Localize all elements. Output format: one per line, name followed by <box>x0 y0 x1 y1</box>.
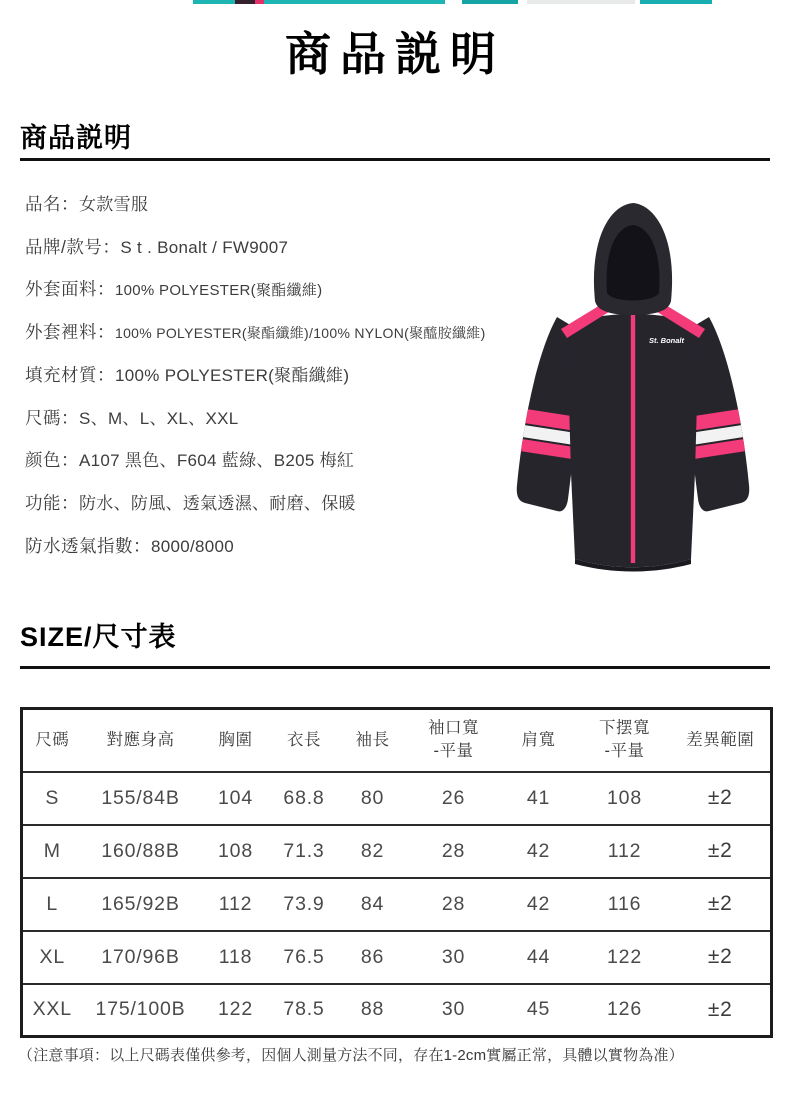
divider-line <box>20 666 770 669</box>
size-table-cell: 88 <box>337 984 409 1037</box>
size-table-cell: 108 <box>200 825 272 878</box>
size-table-cell: 108 <box>607 786 642 809</box>
jacket-image <box>483 193 783 591</box>
size-table-cell: 45 <box>499 984 579 1037</box>
size-table-cell: ±2 <box>671 825 772 878</box>
product-detail-row <box>25 312 486 355</box>
detail-label: 功能： <box>25 492 79 513</box>
size-table-cell: S <box>45 786 60 809</box>
size-note: （注意事項：以上尺碼表僅供參考，因個人測量方法不同，存在1-2cm實屬正常，具體以實物為准） <box>18 1047 684 1064</box>
size-table-cell: 82 <box>337 825 409 878</box>
detail-label: 防水透氣指數： <box>25 535 151 556</box>
size-table-cell: 30 <box>409 931 499 984</box>
size-table-column-header: 肩寬 <box>499 709 579 772</box>
detail-value: 100% POLYESTER(聚酯纖維) <box>115 365 350 385</box>
size-table-cell: ±2 <box>671 878 772 931</box>
product-details-list <box>25 184 486 568</box>
product-detail-row <box>25 398 486 441</box>
product-detail-row <box>25 227 486 270</box>
detail-value: A107 黑色、F604 藍綠、B205 梅紅 <box>79 451 355 471</box>
size-table-cell: 122 <box>200 984 272 1037</box>
size-table-row <box>22 984 772 1037</box>
detail-label: 品牌/款号： <box>25 236 121 257</box>
size-table-cell: ±2 <box>707 786 733 809</box>
divider-line <box>20 158 770 161</box>
carousel-edge-segment <box>255 0 264 4</box>
size-table-cell: 26 <box>441 786 466 809</box>
product-detail-row <box>25 483 486 526</box>
carousel-edge-segment <box>264 0 445 4</box>
size-table-cell: 73.9 <box>272 878 337 931</box>
detail-value: 8000/8000 <box>151 536 235 556</box>
size-table-cell: 76.5 <box>272 931 337 984</box>
size-table-cell: 165/92B <box>82 878 200 931</box>
size-table-column-header: 衣長 <box>272 709 337 772</box>
carousel-edge-segment <box>235 0 255 4</box>
size-table-cell: 30 <box>409 984 499 1037</box>
size-table-cell: ±2 <box>671 931 772 984</box>
carousel-edge-segment <box>527 0 635 4</box>
size-table-cell: 86 <box>337 931 409 984</box>
size-table-cell: 42 <box>499 825 579 878</box>
product-detail-row <box>25 269 486 312</box>
detail-value: S、M、L、XL、XXL <box>79 408 239 428</box>
size-table-cell: XXL <box>22 984 82 1037</box>
detail-value: 100% POLYESTER(聚酯纖維) <box>115 282 323 300</box>
carousel-edge-segment <box>462 0 518 4</box>
size-table-cell: 68.8 <box>283 786 325 809</box>
size-table-cell: 80 <box>360 786 385 809</box>
size-table-column-header: 袖長 <box>337 709 409 772</box>
size-table-cell: 44 <box>499 931 579 984</box>
detail-label: 颜色： <box>25 450 79 471</box>
size-table-cell: 28 <box>409 825 499 878</box>
detail-value: 女款雪服 <box>79 195 149 214</box>
size-table-row <box>22 931 772 984</box>
size-table-cell: 28 <box>409 878 499 931</box>
detail-label: 外套裡料： <box>25 322 115 343</box>
size-table-column-header: 差異範圍 <box>671 709 772 772</box>
product-detail-row <box>25 526 486 569</box>
size-table-cell: 112 <box>579 825 671 878</box>
size-table-cell: 84 <box>337 878 409 931</box>
detail-value: 100% POLYESTER(聚酯纖維)/100% NYLON(聚醯胺纖維) <box>115 325 486 342</box>
detail-label: 外套面料： <box>25 279 115 300</box>
size-table-column-header: 尺碼 <box>22 709 82 772</box>
size-table-cell: 42 <box>499 878 579 931</box>
carousel-edge-segment <box>193 0 235 4</box>
size-table-column-header: 下摆寬 -平量 <box>579 709 671 772</box>
detail-label: 尺碼： <box>25 407 79 428</box>
page-title: 商品説明 <box>285 28 505 80</box>
size-table-cell: 41 <box>526 786 551 809</box>
size-table-cell: 155/84B <box>101 786 180 809</box>
product-photo <box>483 193 783 591</box>
carousel-edge-segment <box>640 0 712 4</box>
detail-label: 填充材質： <box>25 364 115 385</box>
size-table-column-header: 袖口寬 -平量 <box>409 709 499 772</box>
detail-value: S t . Bonalt / FW9007 <box>120 237 289 257</box>
size-table-cell: 71.3 <box>272 825 337 878</box>
section-heading-size: SIZE/尺寸表 <box>20 622 177 652</box>
size-table-row <box>22 825 772 878</box>
size-table-cell: 126 <box>579 984 671 1037</box>
product-detail-row <box>25 440 486 483</box>
size-table-row <box>22 772 772 825</box>
size-table-cell: 104 <box>218 786 253 809</box>
size-table-cell: 175/100B <box>82 984 200 1037</box>
section-heading-description: 商品説明 <box>20 123 132 153</box>
detail-label: 品名： <box>25 194 79 214</box>
size-table-cell: 116 <box>579 878 671 931</box>
jacket-logo-text: St. Bonalt <box>649 336 684 345</box>
size-table-cell: 78.5 <box>272 984 337 1037</box>
carousel-bottom-edge <box>0 0 790 4</box>
product-detail-row <box>25 184 486 227</box>
size-table-cell: ±2 <box>671 984 772 1037</box>
size-table-cell: 160/88B <box>82 825 200 878</box>
jacket-zipper <box>631 297 635 563</box>
size-table-cell: 118 <box>200 931 272 984</box>
size-table-cell: 170/96B <box>82 931 200 984</box>
size-table-row <box>22 878 772 931</box>
size-table-cell: M <box>22 825 82 878</box>
size-table-cell: 112 <box>200 878 272 931</box>
size-table-cell: 122 <box>579 931 671 984</box>
product-detail-row <box>25 355 486 398</box>
size-table-cell: L <box>22 878 82 931</box>
size-table-column-header: 對應身高 <box>82 709 200 772</box>
size-table-cell: XL <box>22 931 82 984</box>
detail-value: 防水、防風、透氣透濕、耐磨、保暖 <box>79 493 356 513</box>
size-table-column-header: 胸圍 <box>200 709 272 772</box>
size-table <box>20 707 773 1038</box>
